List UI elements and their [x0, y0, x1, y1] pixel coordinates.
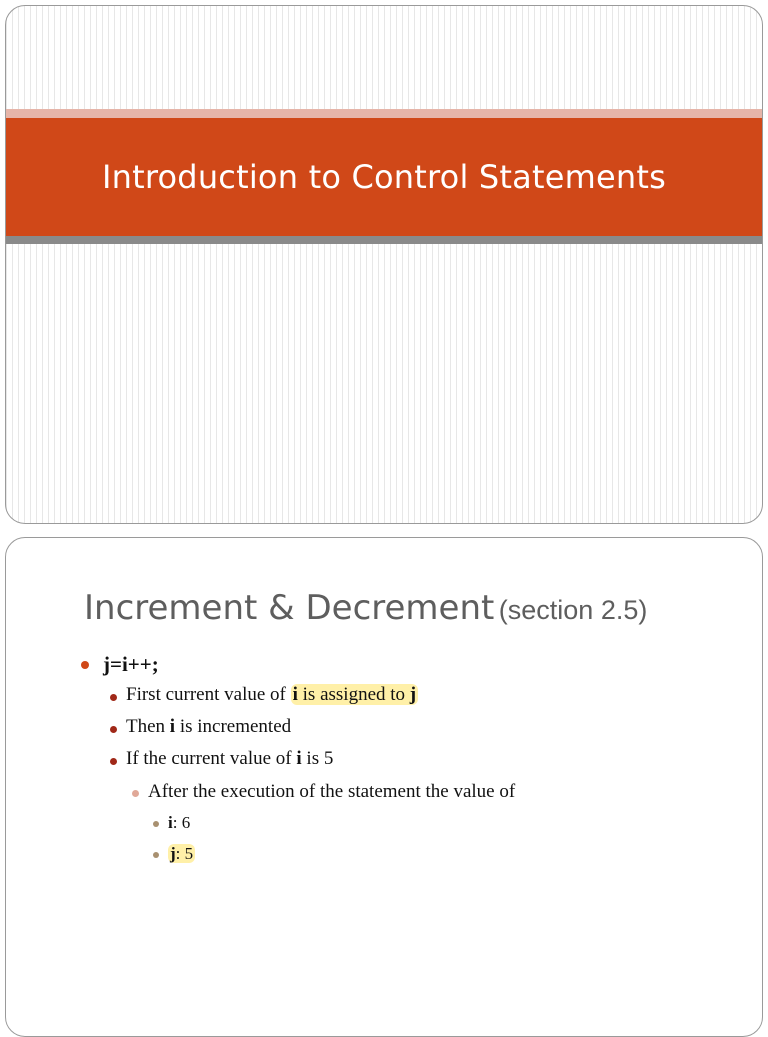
highlight-assign: i is assigned to j [292, 684, 417, 705]
bullet-after: After the execution of the statement the value of [148, 781, 516, 802]
bullet-l2-icon [110, 726, 117, 733]
bullet-j-value [168, 844, 195, 864]
bullet-code-text: j=i++; [103, 652, 159, 676]
title-accent-stripe-top [6, 109, 762, 118]
bullet-code [103, 652, 159, 677]
bullet-then: Then i is incremented [126, 716, 292, 737]
bullet-l4-icon [153, 821, 159, 827]
heading-section: (section 2.5) [498, 595, 648, 625]
bullet-l2-icon [110, 758, 117, 765]
bullet-i-value: i: 6 [168, 813, 191, 832]
highlight-j-value: j: 5 [170, 844, 194, 863]
bullet-l1-icon [81, 661, 89, 669]
bullet-l2-icon [110, 694, 117, 701]
bullet-if: If the current value of i is 5 [126, 748, 334, 769]
heading-main: Increment & Decrement [84, 588, 495, 628]
slide-title: Introduction to Control Statements [102, 158, 666, 196]
title-accent-stripe-bottom [6, 236, 762, 244]
slide-heading [84, 588, 647, 628]
content-slide [5, 537, 763, 1037]
title-slide [5, 5, 763, 524]
bullet-l4-icon [153, 852, 159, 858]
title-band [6, 118, 762, 236]
bullet-l3-icon [132, 790, 139, 797]
bullet-first: First current value of i is assigned to j [126, 684, 417, 705]
